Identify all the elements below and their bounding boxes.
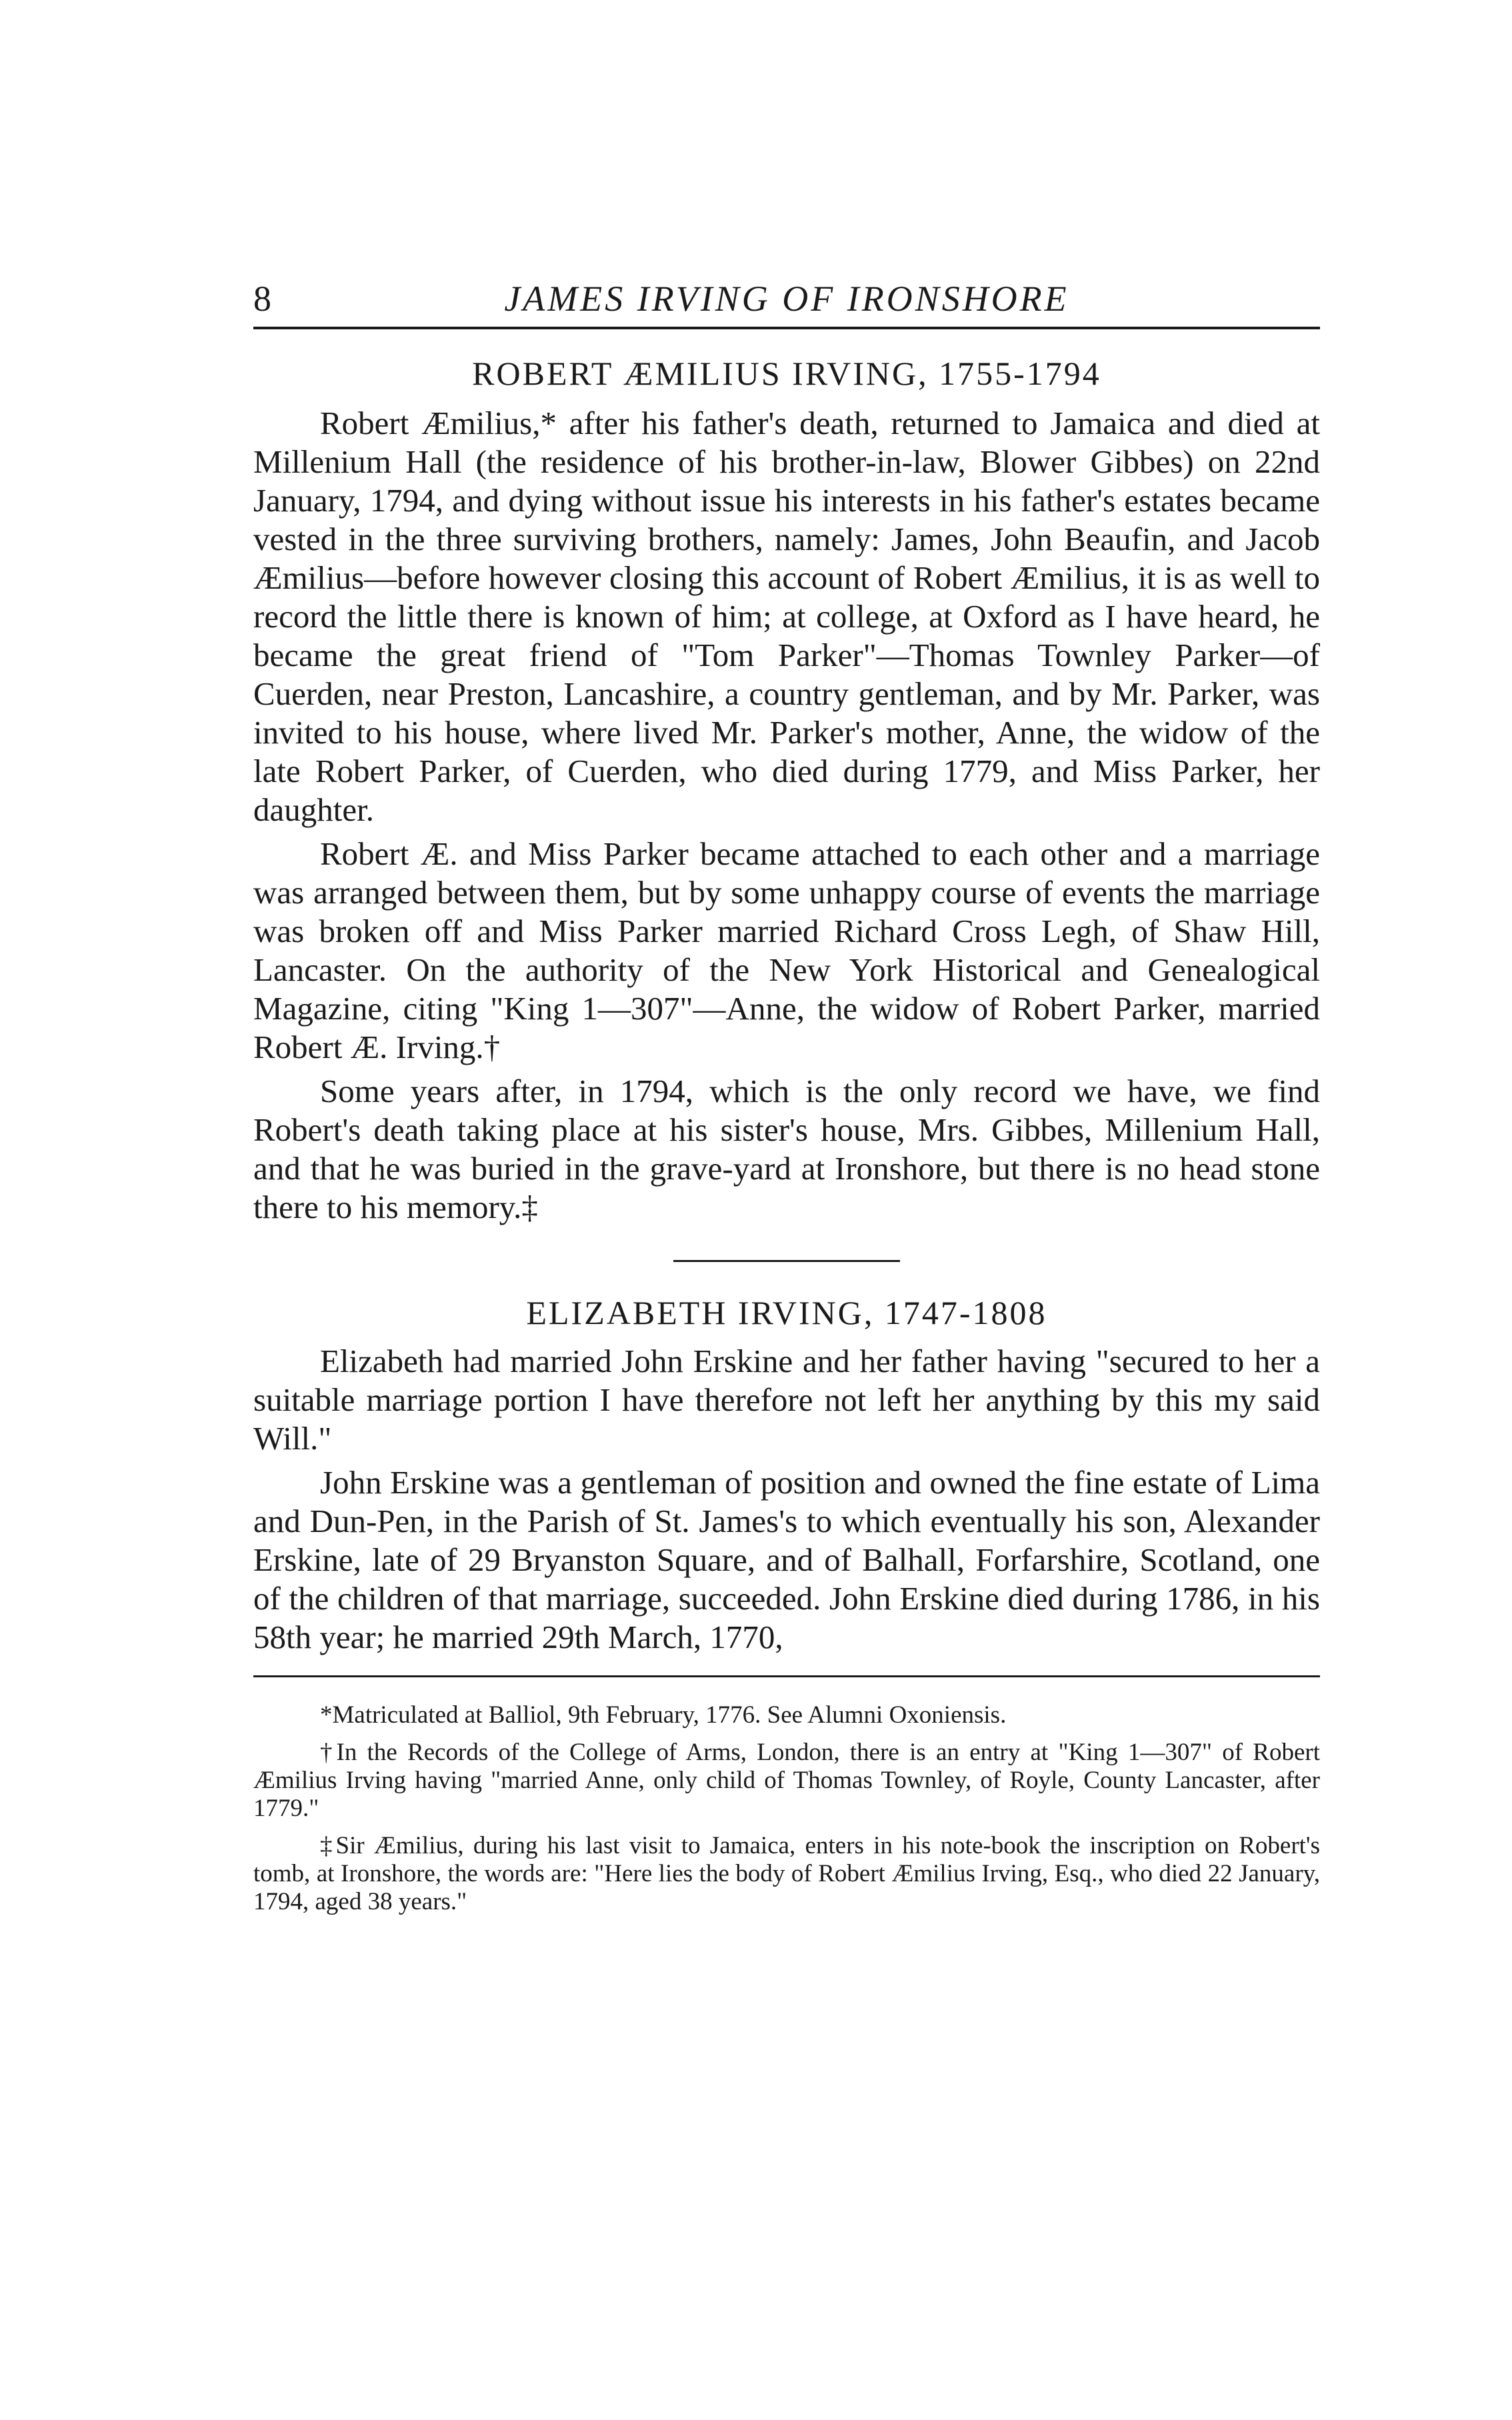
section-heading: ROBERT ÆMILIUS IRVING, 1755-1794 <box>472 355 1101 392</box>
footnote-rule <box>253 1675 1320 1677</box>
book-page <box>253 273 1320 1925</box>
section-separator <box>673 1260 900 1262</box>
footnote: *Matriculated at Balliol, 9th February, 1776. See Alumni Oxoniensis. <box>320 1701 1007 1729</box>
running-header <box>253 273 1320 329</box>
paragraph: Some years after, in 1794, which is the only record we have, we find Robert's death taking place at his sister's house, Mrs. Gibbes, Millenium Hall, and that he was buried in the grave-yard at Ironshore, but there is no head stone there to his memory.‡ <box>253 1073 1320 1225</box>
paragraph: Robert Æmilius,* after his father's death, returned to Jamaica and died at Millenium Hall (the residence of his brother-in-law, Blower Gibbes) on 22nd January, 1794, and dying without issue his interests in his father's estates became vested in the three surviving brothers, namely: James, John Beaufin, and Jacob Æmilius—before however closing this account of Robert Æmilius, it is as well to record the little there is known of him; at college, at Oxford as I have heard, he became the great friend of "Tom Parker"—Thomas Townley Parker—of Cuerden, near Preston, Lancashire, a country gentleman, and by Mr. Parker, was invited to his house, where lived Mr. Parker's mother, Anne, the widow of the late Robert Parker, of Cuerden, who died during 1779, and Miss Parker, her daughter. <box>253 405 1320 828</box>
paragraph: Elizabeth had married John Erskine and her father having "secured to her a suitable marriage portion I have therefore not left her anything by this my said Will." <box>253 1343 1320 1457</box>
section-elizabeth-irving <box>253 1293 1320 1657</box>
footnote: †In the Records of the College of Arms, London, there is an entry at "King 1—307" of Robert Æmilius Irving having "married Anne, only child of Thomas Townley, of Royle, County Lancaster, after 1779." <box>253 1739 1320 1822</box>
paragraph: John Erskine was a gentleman of position and owned the fine estate of Lima and Dun-Pen, in the Parish of St. James's to which eventually his son, Alexander Erskine, late of 29 Bryanston Square, and of Balhall, Forfarshire, Scotland, one of the children of that marriage, succeeded. John Erskine died during 1786, in his 58th year; he married 29th March, 1770, <box>253 1464 1320 1655</box>
footnotes <box>253 1701 1320 1916</box>
section-robert-aemilius-irving <box>253 353 1320 1227</box>
section-heading: ELIZABETH IRVING, 1747-1808 <box>526 1294 1047 1331</box>
running-title: JAMES IRVING OF IRONSHORE <box>504 279 1069 319</box>
footnote: ‡Sir Æmilius, during his last visit to Jamaica, enters in his note-book the inscription on Robert's tomb, at Ironshore, the words are: "Here lies the body of Robert Æmilius Irving, Esq., who died 22 January, 1794, aged 38 years." <box>253 1832 1320 1915</box>
paragraph: Robert Æ. and Miss Parker became attached to each other and a marriage was arranged between them, but by some unhappy course of events the marriage was broken off and Miss Parker married Richard Cross Legh, of Shaw Hill, Lancaster. On the authority of the New York Historical and Genealogical Magazine, citing "King 1—307"—Anne, the widow of Robert Parker, married Robert Æ. Irving.† <box>253 835 1320 1065</box>
page-number: 8 <box>253 279 271 319</box>
